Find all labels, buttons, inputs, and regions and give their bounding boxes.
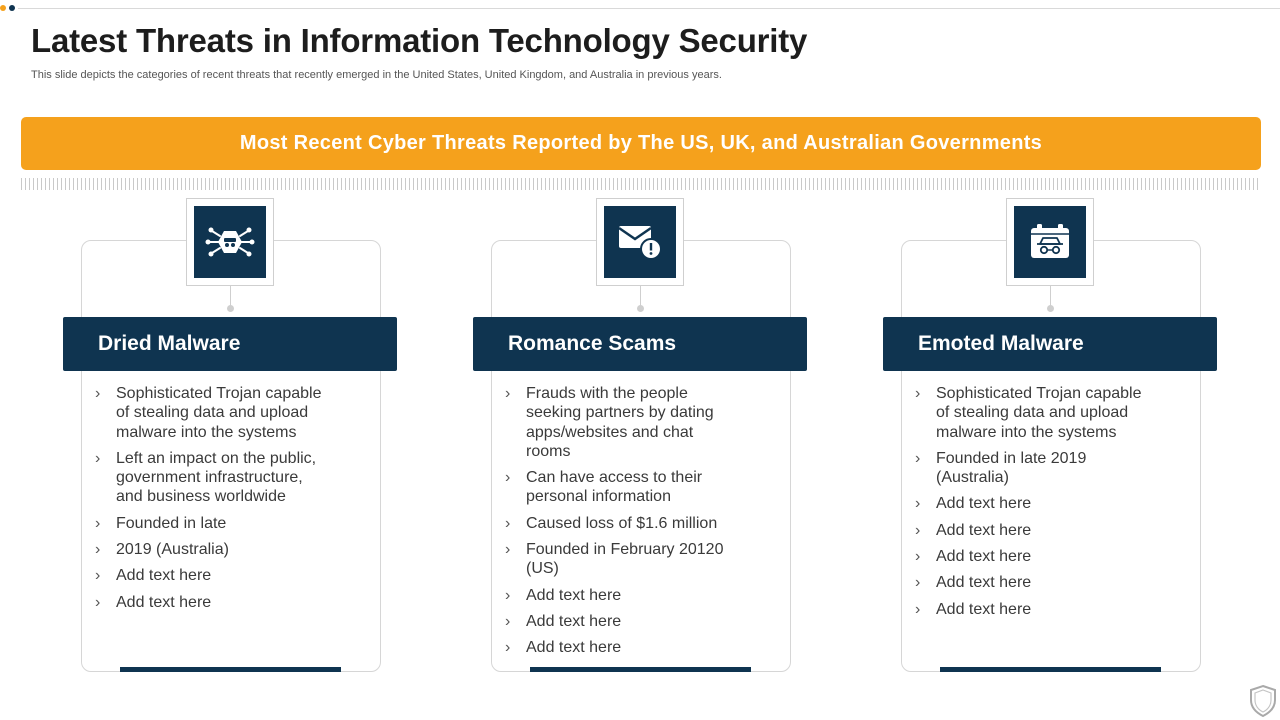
bullet-item — [95, 593, 325, 612]
icon-frame — [186, 198, 274, 286]
bullet-item — [505, 384, 735, 461]
incognito-browser-icon — [1028, 222, 1072, 262]
bullet-item — [915, 449, 1145, 488]
threat-title: Dried Malware — [63, 317, 397, 371]
chevron-right-icon: › — [915, 521, 921, 539]
navy-dot — [9, 5, 15, 11]
bullet-text: Add text here — [526, 612, 622, 630]
card-bottom-bar — [120, 667, 341, 672]
bullet-text: Add text here — [116, 567, 212, 585]
mail-alert-icon — [616, 222, 664, 262]
icon-tile — [1014, 206, 1086, 278]
chevron-right-icon: › — [915, 449, 921, 467]
banner: Most Recent Cyber Threats Reported by The US, UK, and Australian Governments — [21, 117, 1261, 170]
bullet-item — [505, 638, 735, 657]
chevron-right-icon: › — [95, 385, 101, 402]
bullet-text: Add text here — [116, 593, 212, 611]
card-bottom-bar — [530, 667, 751, 672]
chevron-right-icon: › — [95, 567, 101, 585]
chevron-right-icon: › — [95, 541, 101, 559]
bullet-text: Frauds with the people seeking partners by dating apps/websites and chat rooms — [526, 385, 714, 460]
chevron-right-icon: › — [95, 449, 101, 467]
dashed-divider — [21, 178, 1259, 190]
bullet-list — [915, 384, 1145, 626]
bullet-text: Add text here — [936, 495, 1032, 513]
bullet-item — [915, 521, 1145, 540]
bullet-item — [505, 612, 735, 631]
bullet-text: Add text here — [936, 600, 1032, 618]
chevron-right-icon: › — [915, 385, 921, 402]
bullet-item — [95, 566, 325, 585]
bullet-text: 2019 (Australia) — [116, 541, 229, 559]
bullet-item — [915, 600, 1145, 619]
bullet-item — [95, 540, 325, 559]
connector-dot — [637, 305, 644, 312]
bullet-text: Add text here — [936, 574, 1032, 592]
chevron-right-icon: › — [915, 574, 921, 592]
threat-column-emoted-malware — [883, 198, 1217, 678]
chevron-right-icon: › — [505, 385, 511, 402]
threat-title: Romance Scams — [473, 317, 807, 371]
chevron-right-icon: › — [505, 541, 511, 559]
bullet-text: Sophisticated Trojan capable of stealing data and upload malware into the systems — [116, 385, 322, 441]
bullet-text: Add text here — [936, 521, 1032, 539]
bullet-item — [95, 514, 325, 533]
icon-tile — [604, 206, 676, 278]
bullet-item — [505, 514, 735, 533]
page-title: Latest Threats in Information Technology Security — [31, 22, 808, 59]
icon-tile — [194, 206, 266, 278]
bullet-item — [915, 547, 1145, 566]
bullet-item — [915, 494, 1145, 513]
chevron-right-icon: › — [505, 586, 511, 604]
chevron-right-icon: › — [915, 548, 921, 566]
bullet-text: Founded in February 20120 (US) — [526, 541, 724, 578]
bullet-list — [505, 384, 735, 665]
top-rule — [18, 8, 1280, 9]
chevron-right-icon: › — [505, 469, 511, 487]
bullet-item — [505, 586, 735, 605]
bullet-list — [95, 384, 325, 619]
bullet-text: Founded in late — [116, 514, 227, 532]
icon-frame — [596, 198, 684, 286]
connector-line — [640, 286, 641, 306]
page-subtitle: This slide depicts the categories of recent threats that recently emerged in the United States, United Kingdom, and Australia in previous years. — [31, 69, 722, 81]
chevron-right-icon: › — [95, 514, 101, 532]
virus-network-icon — [205, 222, 255, 262]
chevron-right-icon: › — [915, 600, 921, 618]
connector-dot — [227, 305, 234, 312]
bullet-text: Add text here — [936, 548, 1032, 566]
chevron-right-icon: › — [505, 514, 511, 532]
threat-column-dried-malware — [63, 198, 397, 678]
connector-line — [1050, 286, 1051, 306]
bullet-text: Founded in late 2019 (Australia) — [936, 449, 1087, 487]
bullet-item — [915, 384, 1145, 442]
bullet-item — [95, 384, 325, 442]
bullet-item — [505, 468, 735, 507]
threat-column-romance-scams — [473, 198, 807, 678]
bullet-item — [95, 449, 325, 507]
bullet-text: Add text here — [526, 639, 622, 657]
bullet-text: Sophisticated Trojan capable of stealing data and upload malware into the systems — [936, 385, 1142, 441]
connector-dot — [1047, 305, 1054, 312]
bullet-item — [505, 540, 735, 579]
bullet-text: Left an impact on the public, government infrastructure, and business worldwide — [116, 449, 317, 506]
accent-dot — [0, 5, 6, 11]
chevron-right-icon: › — [915, 495, 921, 513]
card-bottom-bar — [940, 667, 1161, 672]
chevron-right-icon: › — [505, 612, 511, 630]
bullet-item — [915, 573, 1145, 592]
chevron-right-icon: › — [95, 593, 101, 611]
bullet-text: Caused loss of $1.6 million — [526, 514, 718, 532]
shield-icon — [1248, 684, 1278, 718]
threat-title: Emoted Malware — [883, 317, 1217, 371]
chevron-right-icon: › — [505, 639, 511, 657]
connector-line — [230, 286, 231, 306]
bullet-text: Can have access to their personal information — [526, 469, 703, 506]
icon-frame — [1006, 198, 1094, 286]
bullet-text: Add text here — [526, 586, 622, 604]
